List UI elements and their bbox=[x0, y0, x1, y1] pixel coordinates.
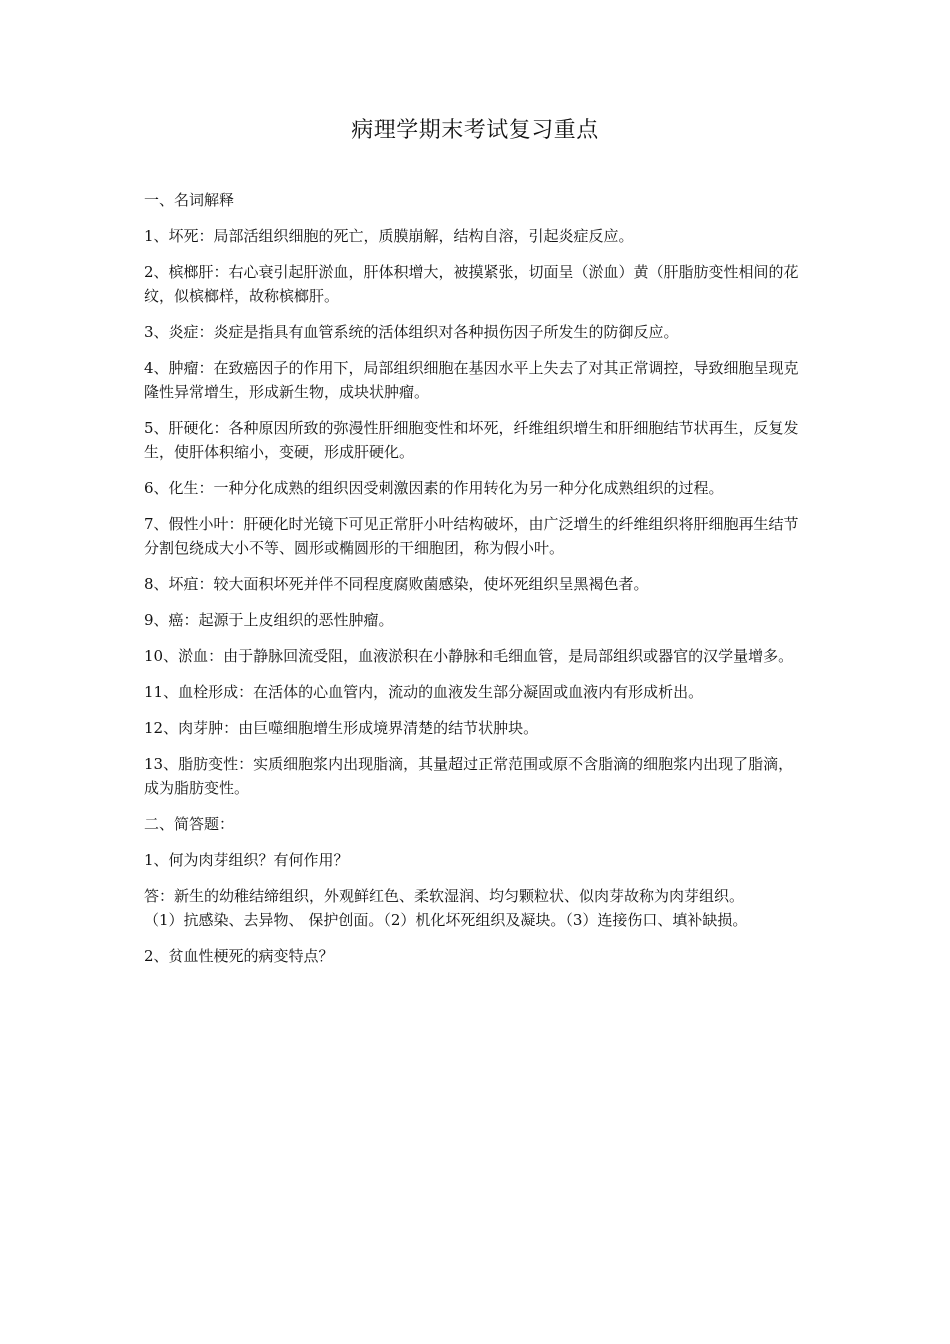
definition-item: 3、炎症：炎症是指具有血管系统的活体组织对各种损伤因子所发生的防御反应。 bbox=[144, 323, 679, 341]
definition-item: 5、肝硬化：各种原因所致的弥漫性肝细胞变性和坏死，纤维组织增生和肝细胞结节状再生，反复发生，使肝体积缩小，变硬，形成肝硬化。 bbox=[144, 419, 799, 461]
document-title: 病理学期末考试复习重点 bbox=[351, 118, 599, 143]
definition-item: 6、化生：一种分化成熟的组织因受刺激因素的作用转化为另一种分化成熟组织的过程。 bbox=[144, 479, 724, 497]
definition-item: 2、槟榔肝：右心衰引起肝淤血，肝体积增大，被摸紧张，切面呈（淤血）黄（肝脂肪变性相间的花纹，似槟榔样，故称槟榔肝。 bbox=[144, 263, 799, 305]
definition-item: 4、肿瘤：在致癌因子的作用下，局部组织细胞在基因水平上失去了对其正常调控，导致细胞呈现克隆性异常增生，形成新生物，成块状肿瘤。 bbox=[144, 359, 799, 401]
section-heading-short-answer: 二、简答题： bbox=[144, 815, 235, 833]
answer-1-line-1: 答：新生的幼稚结缔组织，外观鲜红色、柔软湿润、均匀颗粒状、似肉芽故称为肉芽组织。 bbox=[144, 887, 745, 905]
document-body bbox=[144, 188, 808, 980]
definition-item: 10、淤血：由于静脉回流受阻，血液淤积在小静脉和毛细血管，是局部组织或器官的汉学量增多。 bbox=[144, 647, 794, 665]
definition-item: 1、坏死：局部活组织细胞的死亡，质膜崩解，结构自溶，引起炎症反应。 bbox=[144, 227, 634, 245]
definition-item: 11、血栓形成：在活体的心血管内，流动的血液发生部分凝固或血液内有形成析出。 bbox=[144, 683, 704, 701]
definition-item: 12、肉芽肿：由巨噬细胞增生形成境界清楚的结节状肿块。 bbox=[144, 719, 539, 737]
question-2: 2、贫血性梗死的病变特点？ bbox=[144, 947, 334, 965]
answer-1-line-2: （1）抗感染、去异物、 保护创面。（2）机化坏死组织及凝块。（3）连接伤口、填补缺损。 bbox=[144, 911, 748, 929]
question-1: 1、何为肉芽组织？有何作用？ bbox=[144, 851, 349, 869]
definition-item: 9、癌：起源于上皮组织的恶性肿瘤。 bbox=[144, 611, 394, 629]
definition-item: 8、坏疽：较大面积坏死并伴不同程度腐败菌感染，使坏死组织呈黑褐色者。 bbox=[144, 575, 649, 593]
answer-1 bbox=[144, 884, 808, 932]
definition-item: 13、脂肪变性：实质细胞浆内出现脂滴，其量超过正常范围或原不含脂滴的细胞浆内出现了脂滴，成为脂肪变性。 bbox=[144, 755, 794, 797]
definition-item: 7、假性小叶：肝硬化时光镜下可见正常肝小叶结构破坏，由广泛增生的纤维组织将肝细胞再生结节分割包绕成大小不等、圆形或椭圆形的干细胞团，称为假小叶。 bbox=[144, 515, 799, 557]
section-heading-terms: 一、名词解释 bbox=[144, 191, 235, 209]
